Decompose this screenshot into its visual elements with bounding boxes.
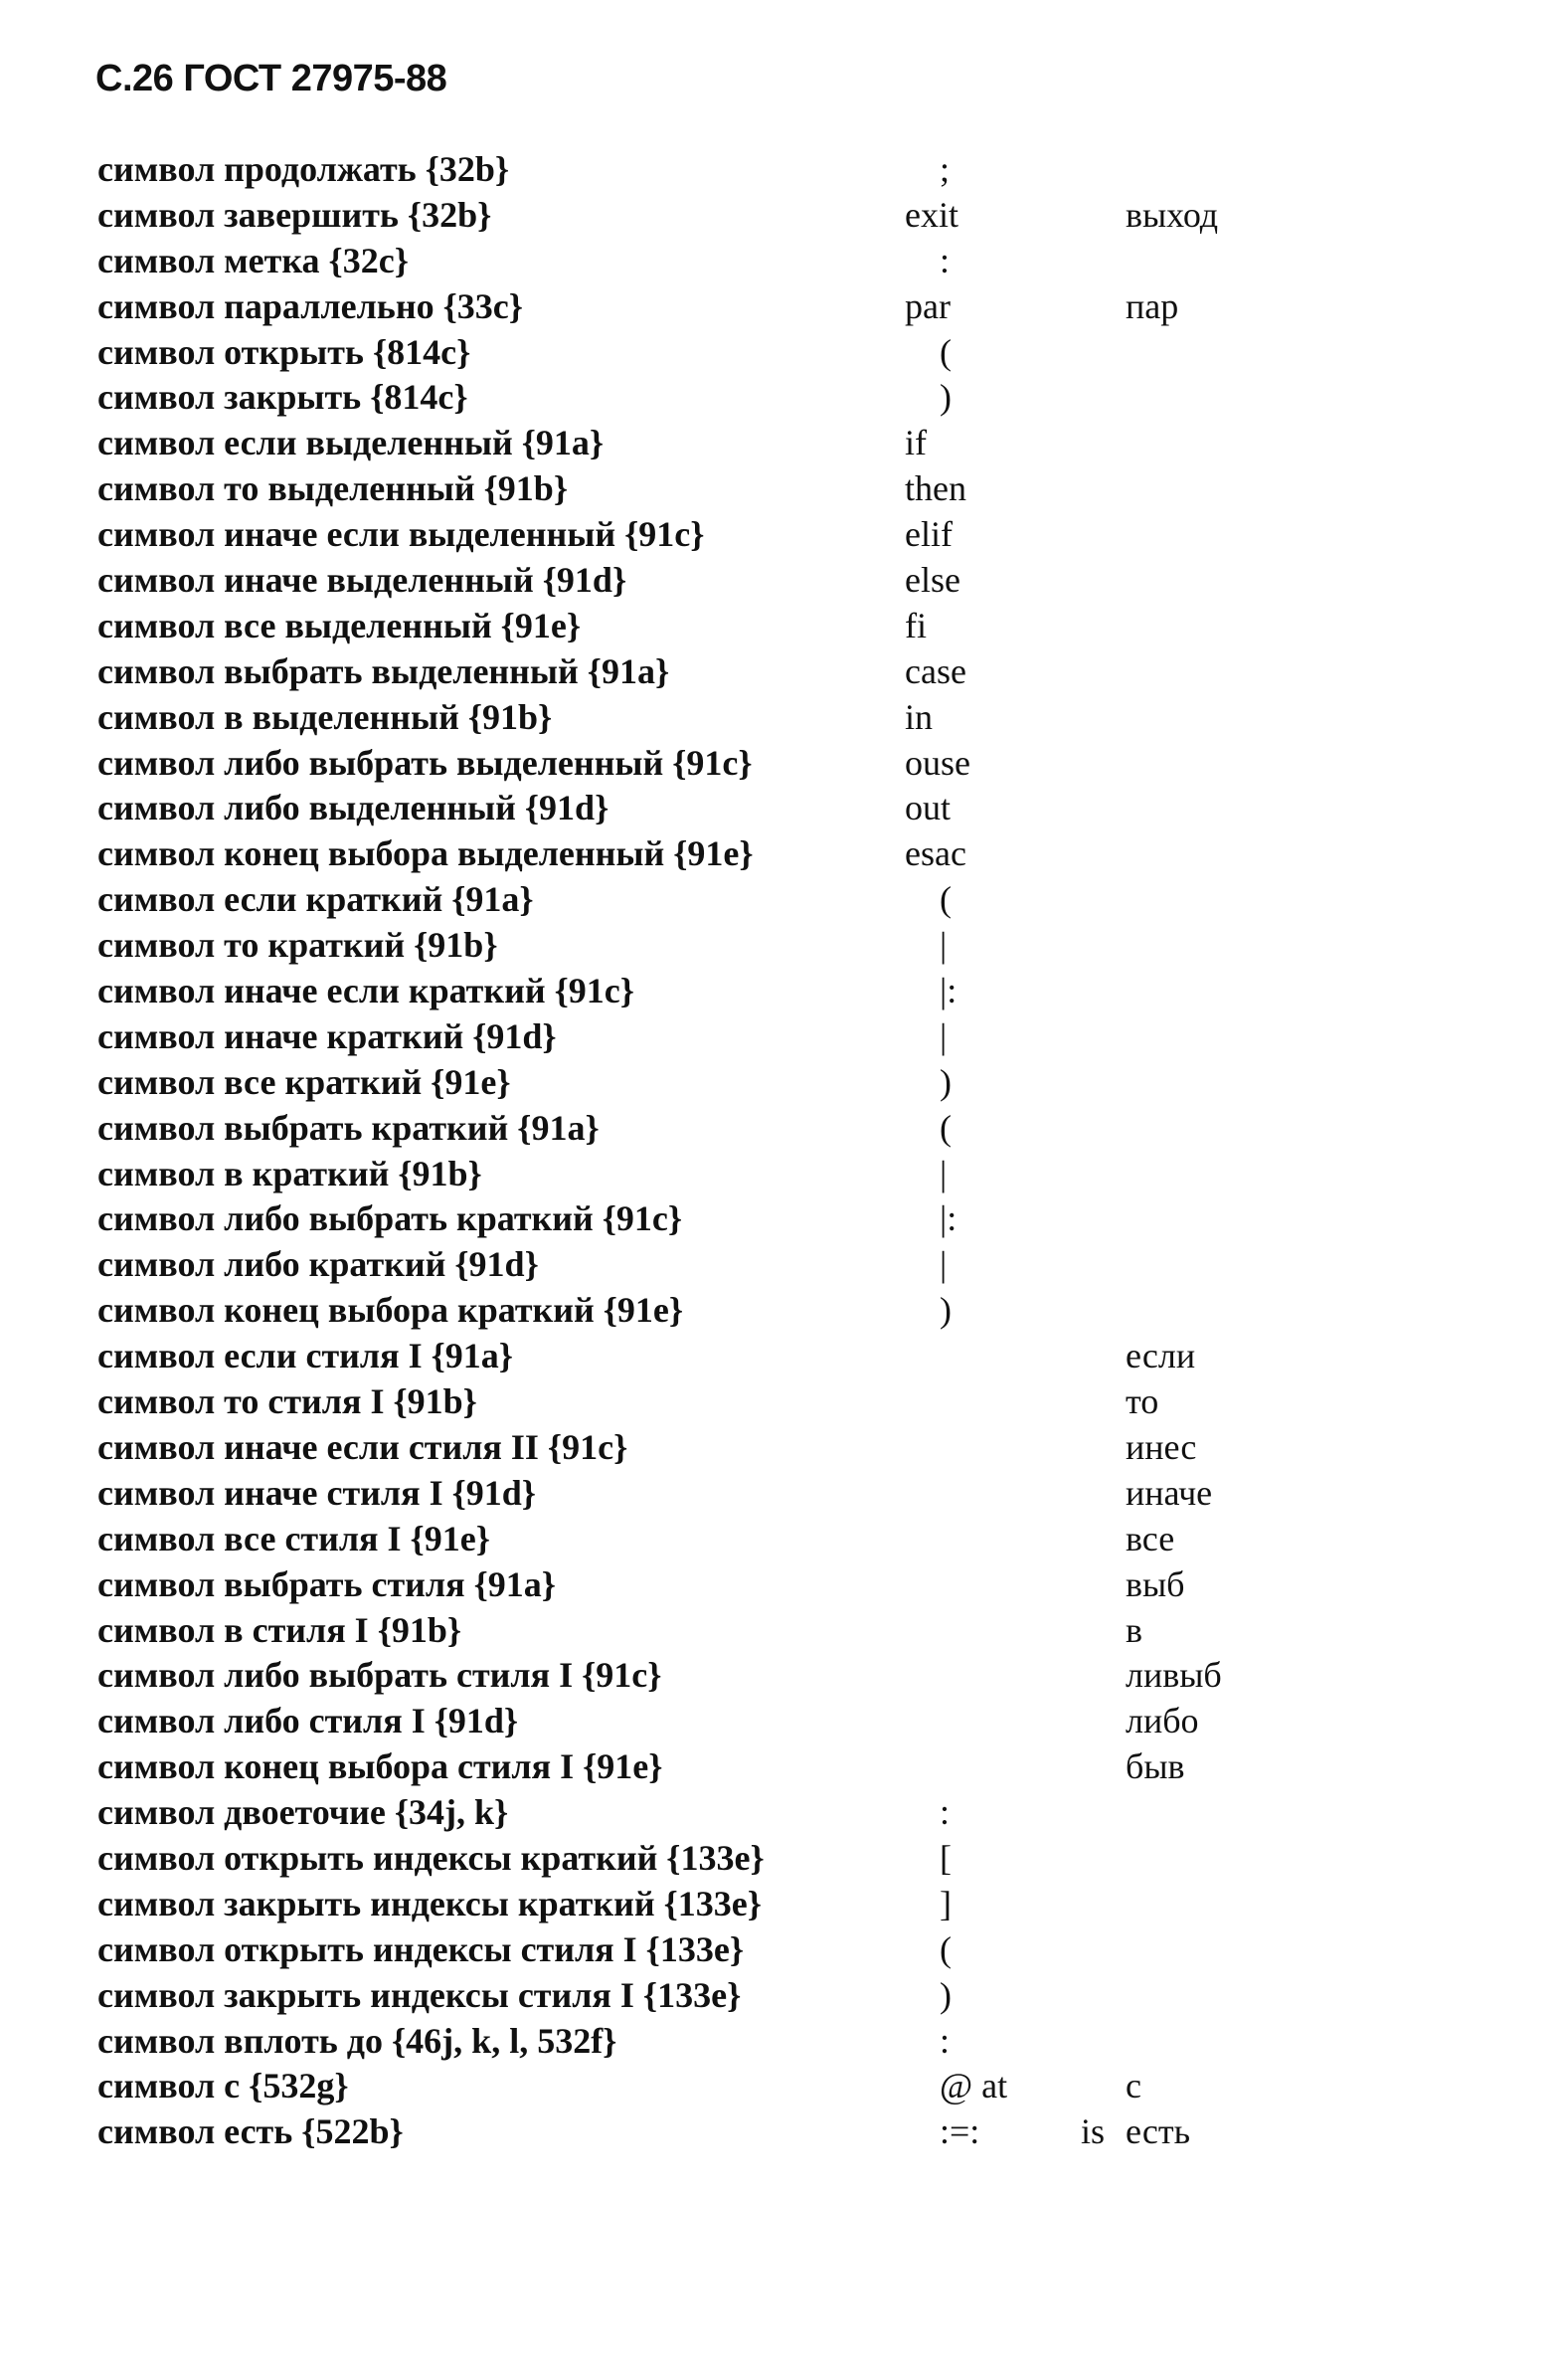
representation: [	[940, 1837, 952, 1878]
representation: (	[940, 331, 952, 372]
table-row	[0, 512, 1566, 558]
symbol-name: символ все краткий {91e}	[97, 1061, 511, 1102]
symbol-name: символ открыть индексы краткий {133e}	[97, 1837, 765, 1878]
symbol-name: символ иначе если краткий {91c}	[97, 971, 634, 1011]
table-row	[0, 421, 1566, 466]
russian-representation: если	[1126, 1336, 1196, 1376]
representation: )	[940, 377, 952, 418]
table-row	[0, 193, 1566, 239]
table-row	[0, 741, 1566, 787]
table-row	[0, 2064, 1566, 2109]
symbol-name: символ параллельно {33c}	[97, 285, 523, 326]
representation: )	[940, 1290, 952, 1331]
russian-representation: либо	[1126, 1701, 1199, 1741]
representation: :	[940, 1792, 951, 1833]
table-row	[0, 1927, 1566, 1973]
table-row	[0, 831, 1566, 877]
representation: :=:	[940, 2111, 980, 2152]
representation: |	[940, 925, 948, 966]
representation: )	[940, 1061, 952, 1102]
representation: |:	[940, 971, 957, 1011]
symbol-name: символ иначе краткий {91d}	[97, 1015, 557, 1056]
table-row	[0, 2109, 1566, 2155]
symbol-name: символ либо выделенный {91d}	[97, 788, 609, 828]
symbol-name: символ если стиля I {91a}	[97, 1336, 513, 1376]
representation: fi	[905, 605, 927, 645]
symbol-name: символ все выделенный {91e}	[97, 605, 582, 645]
russian-representation: выход	[1126, 194, 1219, 235]
symbol-name: символ с {532g}	[97, 2066, 349, 2106]
representation: par	[905, 285, 951, 326]
table-row	[0, 923, 1566, 969]
table-row	[0, 1517, 1566, 1562]
symbol-name: символ иначе если выделенный {91c}	[97, 514, 705, 555]
symbol-name: символ есть {522b}	[97, 2111, 404, 2152]
symbol-name: символ то выделенный {91b}	[97, 468, 569, 509]
symbol-name: символ все стиля I {91e}	[97, 1518, 490, 1558]
table-row	[0, 1014, 1566, 1060]
representation: esac	[905, 833, 966, 874]
table-row	[0, 969, 1566, 1014]
representation: if	[905, 423, 927, 463]
symbol-name: символ открыть индексы стиля I {133e}	[97, 1928, 745, 1969]
russian-representation: с	[1126, 2066, 1141, 2106]
table-row	[0, 1196, 1566, 1242]
symbol-name: символ либо выбрать выделенный {91c}	[97, 742, 753, 783]
table-row	[0, 1152, 1566, 1197]
table-row	[0, 1608, 1566, 1654]
representation: then	[905, 468, 966, 509]
representation: exit	[905, 194, 958, 235]
representation: elif	[905, 514, 953, 555]
symbol-name: символ выбрать выделенный {91a}	[97, 650, 670, 691]
symbol-name: символ закрыть {814c}	[97, 377, 468, 418]
symbol-name: символ выбрать стиля {91a}	[97, 1563, 556, 1604]
russian-representation: все	[1126, 1518, 1175, 1558]
table-row	[0, 1106, 1566, 1152]
symbol-name: символ иначе если стиля II {91c}	[97, 1426, 628, 1467]
russian-representation: есть	[1126, 2111, 1191, 2152]
representation: ]	[940, 1883, 952, 1923]
representation: ;	[940, 149, 951, 189]
symbol-name: символ открыть {814c}	[97, 331, 471, 372]
table-row	[0, 786, 1566, 831]
symbol-name: символ конец выбора краткий {91e}	[97, 1290, 684, 1331]
alt-representation: is	[1081, 2111, 1106, 2152]
representation: :	[940, 2020, 951, 2061]
russian-representation: то	[1126, 1381, 1159, 1422]
table-row	[0, 1882, 1566, 1927]
russian-representation: инес	[1126, 1426, 1197, 1467]
table-row	[0, 1836, 1566, 1882]
russian-representation: ливыб	[1126, 1655, 1222, 1696]
table-row	[0, 330, 1566, 376]
table-row	[0, 1653, 1566, 1699]
russian-representation: быв	[1126, 1746, 1185, 1787]
representation: |	[940, 1015, 948, 1056]
symbol-name: символ в краткий {91b}	[97, 1153, 482, 1193]
table-row	[0, 877, 1566, 923]
table-row	[0, 558, 1566, 604]
table-row	[0, 1288, 1566, 1334]
page-header: С.26 ГОСТ 27975-88	[95, 58, 447, 99]
representation: else	[905, 560, 960, 601]
symbol-table	[0, 147, 1566, 2155]
symbol-name: символ либо краткий {91d}	[97, 1244, 539, 1285]
symbol-name: символ либо выбрать краткий {91c}	[97, 1198, 683, 1239]
table-row	[0, 649, 1566, 695]
table-row	[0, 1562, 1566, 1608]
representation: @ at	[940, 2066, 1008, 2106]
representation: (	[940, 1107, 952, 1148]
symbol-name: символ иначе выделенный {91d}	[97, 560, 627, 601]
symbol-name: символ либо стиля I {91d}	[97, 1701, 519, 1741]
table-row	[0, 466, 1566, 512]
representation: |:	[940, 1198, 957, 1239]
representation: case	[905, 650, 966, 691]
symbol-name: символ если выделенный {91a}	[97, 423, 605, 463]
representation: (	[940, 1928, 952, 1969]
representation: :	[940, 240, 951, 280]
representation: )	[940, 1974, 952, 2015]
symbol-name: символ метка {32c}	[97, 240, 409, 280]
symbol-name: символ закрыть индексы стиля I {133e}	[97, 1974, 742, 2015]
russian-representation: выб	[1126, 1563, 1185, 1604]
symbol-name: символ продолжать {32b}	[97, 149, 510, 189]
table-row	[0, 1790, 1566, 1836]
russian-representation: в	[1126, 1609, 1142, 1650]
table-row	[0, 1425, 1566, 1471]
symbol-name: символ конец выбора стиля I {91e}	[97, 1746, 663, 1787]
table-row	[0, 1744, 1566, 1790]
symbol-name: символ выбрать краткий {91a}	[97, 1107, 600, 1148]
table-row	[0, 284, 1566, 330]
table-row	[0, 2019, 1566, 2065]
table-row	[0, 239, 1566, 284]
table-row	[0, 604, 1566, 649]
symbol-name: символ в стиля I {91b}	[97, 1609, 462, 1650]
representation: ouse	[905, 742, 970, 783]
representation: |	[940, 1153, 948, 1193]
table-row	[0, 147, 1566, 193]
representation: in	[905, 696, 934, 737]
symbol-name: символ если краткий {91a}	[97, 879, 534, 920]
table-row	[0, 1060, 1566, 1106]
symbol-name: символ либо выбрать стиля I {91c}	[97, 1655, 662, 1696]
table-row	[0, 1242, 1566, 1288]
table-row	[0, 1334, 1566, 1379]
table-row	[0, 1973, 1566, 2019]
representation: out	[905, 788, 952, 828]
symbol-name: символ иначе стиля I {91d}	[97, 1472, 536, 1513]
table-row	[0, 1699, 1566, 1744]
symbol-name: символ в выделенный {91b}	[97, 696, 553, 737]
table-row	[0, 1471, 1566, 1517]
table-row	[0, 375, 1566, 421]
russian-representation: пар	[1126, 285, 1179, 326]
table-row	[0, 695, 1566, 741]
symbol-name: символ то стиля I {91b}	[97, 1381, 477, 1422]
table-row	[0, 1379, 1566, 1425]
symbol-name: символ закрыть индексы краткий {133e}	[97, 1883, 762, 1923]
symbol-name: символ завершить {32b}	[97, 194, 492, 235]
representation: (	[940, 879, 952, 920]
symbol-name: символ то краткий {91b}	[97, 925, 498, 966]
russian-representation: иначе	[1126, 1472, 1213, 1513]
symbol-name: символ конец выбора выделенный {91e}	[97, 833, 754, 874]
symbol-name: символ вплоть до {46j, k, l, 532f}	[97, 2020, 617, 2061]
representation: |	[940, 1244, 948, 1285]
symbol-name: символ двоеточие {34j, k}	[97, 1792, 509, 1833]
